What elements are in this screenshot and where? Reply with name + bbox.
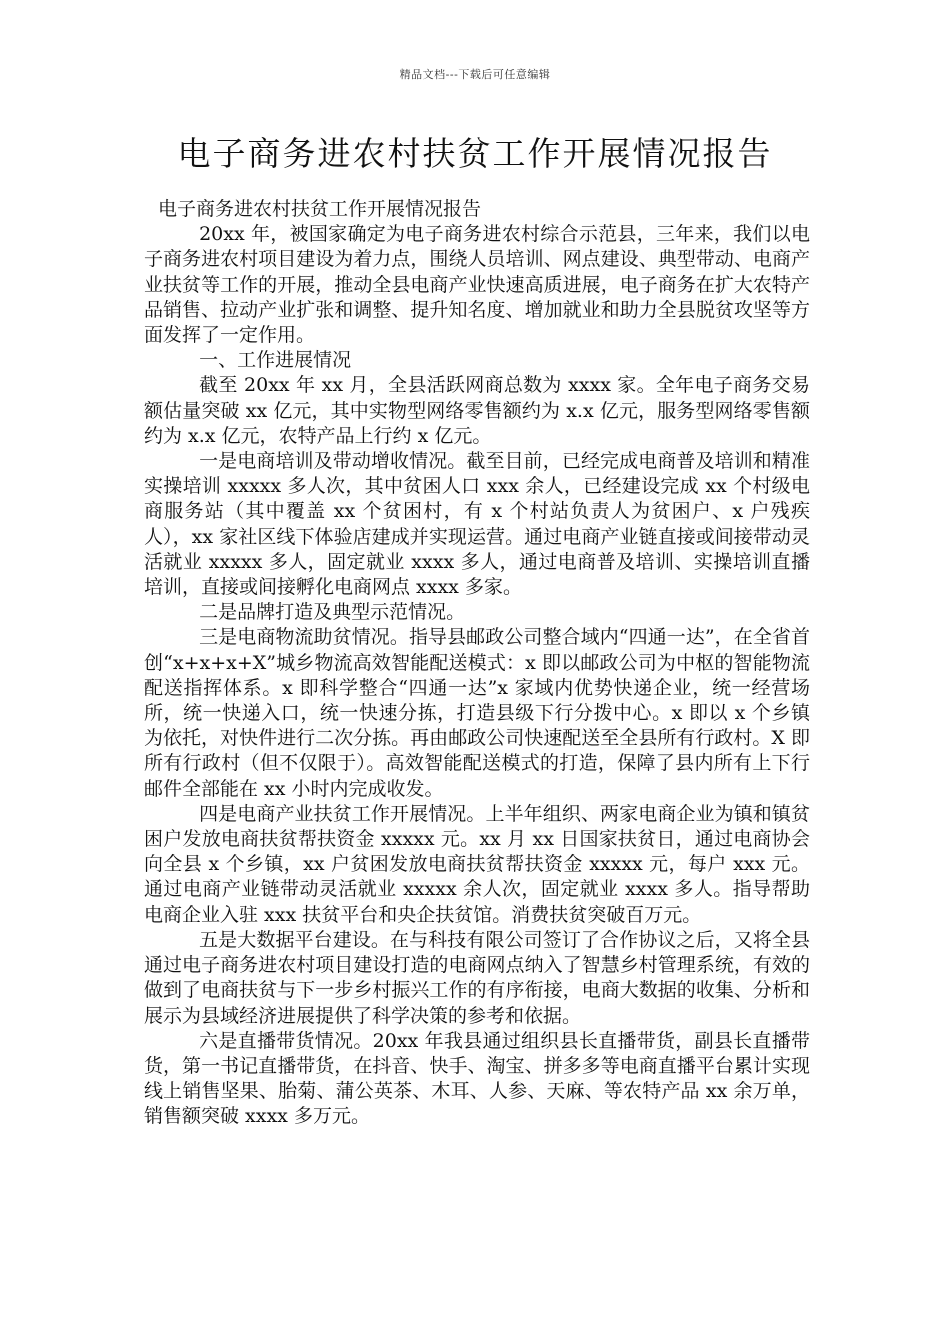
header-note: 精品文档---下载后可任意编辑 [399, 68, 551, 81]
paragraph-livestream-sales: 六是直播带货情况。20xx 年我县通过组织县长直播带货，副县长直播带货，第一书记直播带货，在抖音、快手、淘宝、拼多多等电商直播平台累计实现线上销售坚果、胎菊、蒲公英茶、木耳、人参、天麻、等农特产品 xx 余万单，销售额突破 xxxx 多万元。 [144, 1029, 810, 1128]
paragraph-training: 一是电商培训及带动增收情况。截至目前，已经完成电商普及培训和精准实操培训 xxxxx 多人次，其中贫困人口 xxx 余人，已经建设完成 xx 个村级电商服务站（其中覆盖 xx 个贫困村，有 x 个村站负责人为贫困户、x 户残疾人），xx 家社区线下体验店建成并实现运营。通过电商产业链直接或间接带动灵活就业 xxxxx 多人，固定就业 xxxx 多人，通过电商普及培训、实操培训直播培训，直接或间接孵化电商网点 xxxx 多家。 [144, 450, 810, 599]
paragraph-branding: 二是品牌打造及典型示范情况。 [199, 601, 466, 624]
document-body [144, 197, 810, 1130]
paragraph-overview: 截至 20xx 年 xx 月，全县活跃网商总数为 xxxx 家。全年电子商务交易额估量突破 xx 亿元，其中实物型网络零售额约为 x.x 亿元，服务型网络零售额约为 x.x 亿元，农特产品上行约 x 亿元。 [144, 374, 810, 447]
document-subtitle: 电子商务进农村扶贫工作开展情况报告 [158, 198, 482, 220]
document-title: 电子商务进农村扶贫工作开展情况报告 [177, 134, 773, 173]
section-heading-work-progress: 一、工作进展情况 [199, 349, 352, 372]
paragraph-intro: 20xx 年，被国家确定为电子商务进农村综合示范县，三年来，我们以电子商务进农村项目建设为着力点，围绕人员培训、网点建设、典型带动、电商产业扶贫等工作的开展，推动全县电商产业快速高质进展，电子商务在扩大农特产品销售、拉动产业扩张和调整、提升知名度、增加就业和助力全县脱贫攻坚等方面发挥了一定作用。 [144, 223, 810, 347]
paragraph-logistics: 三是电商物流助贫情况。指导县邮政公司整合域内“四通一达”，在全省首创“x+x+x+X”城乡物流高效智能配送模式：x 即以邮政公司为中枢的智能物流配送指挥体系。x 即科学整合“四通一达”x 家域内优势快递企业，统一经营场所，统一快递入口，统一快速分拣，打造县级下行分拨中心。x 即以 x 个乡镇为依托，对快件进行二次分拣。再由邮政公司快速配送至全县所有行政村。X 即所有行政村（但不仅限于）。高效智能配送模式的打造，保障了县内所有上下行邮件全部能在 xx 小时内完成收发。 [144, 626, 810, 800]
paragraph-big-data-platform: 五是大数据平台建设。在与科技有限公司签订了合作协议之后，又将全县通过电子商务进农村项目建设打造的电商网点纳入了智慧乡村管理系统，有效的做到了电商扶贫与下一步乡村振兴工作的有序衔接，电商大数据的收集、分析和展示为县域经济进展提供了科学决策的参考和依据。 [144, 928, 810, 1027]
paragraph-industry-poverty-relief: 四是电商产业扶贫工作开展情况。上半年组织、两家电商企业为镇和镇贫困户发放电商扶贫帮扶资金 xxxxx 元。xx 月 xx 日国家扶贫日，通过电商协会向全县 x 个乡镇，xx 户贫困发放电商扶贫帮扶资金 xxxxx 元，每户 xxx 元。通过电商产业链带动灵活就业 xxxxx 余人次，固定就业 xxxx 多人。指导帮助电商企业入驻 xxx 扶贫平台和央企扶贫馆。消费扶贫突破百万元。 [144, 802, 810, 926]
